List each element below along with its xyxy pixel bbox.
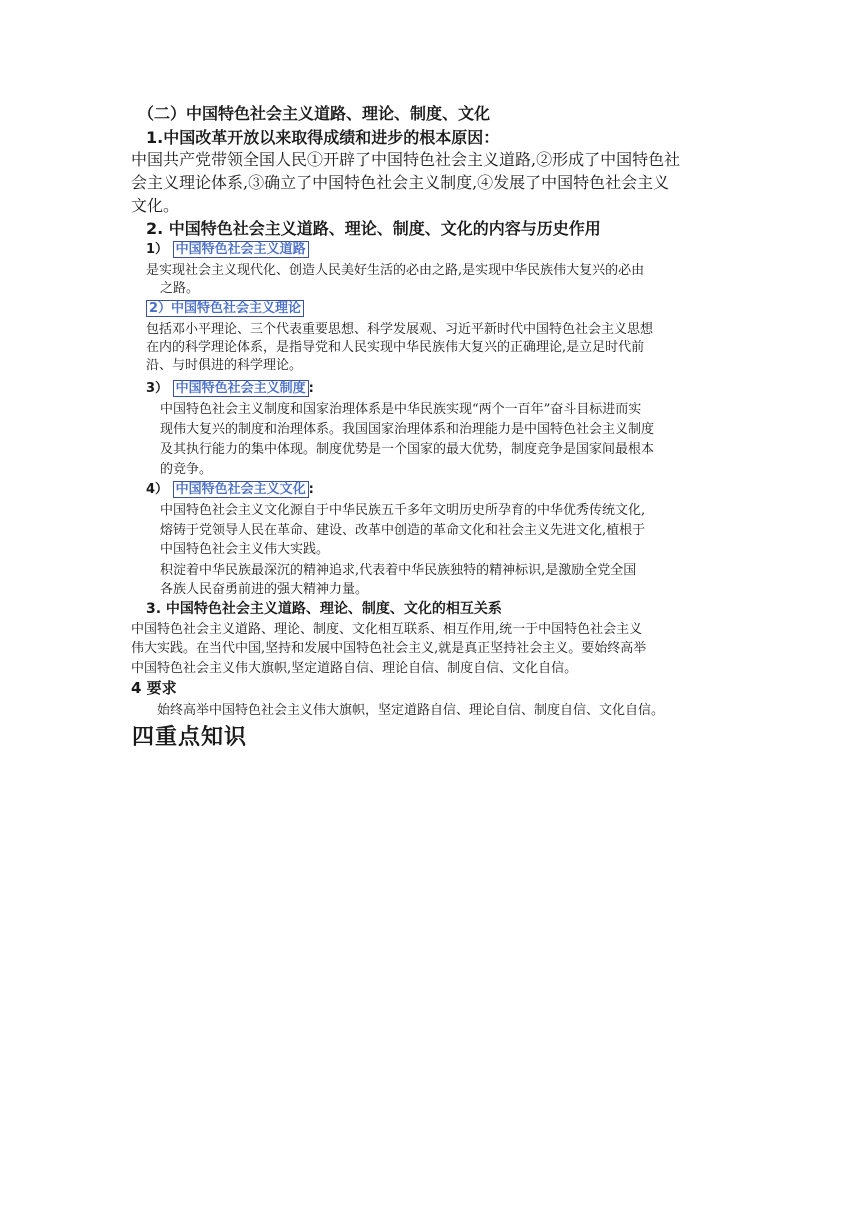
q2-item-1-header <box>146 241 309 258</box>
q3-line-1: 中国特色社会主义道路、理论、制度、文化相互联系、相互作用,统一于中国特色社会主义 <box>131 622 643 637</box>
q2-item-4-line-2: 熔铸于党领导人民在革命、建设、改革中创造的革命文化和社会主义先进文化,植根于 <box>160 523 646 538</box>
q2-item-1-line-2: 之路。 <box>160 281 200 296</box>
q2-item-2-line-2: 在内的科学理论体系，是指导党和人民实现中华民族伟大复兴的正确理论,是立足时代前 <box>146 340 645 355</box>
q1-heading: 1.中国改革开放以来取得成绩和进步的根本原因： <box>146 128 500 147</box>
q4-heading: 4 要求 <box>131 679 177 697</box>
q2-item-2-line-3: 沿、与时俱进的科学理论。 <box>146 358 303 373</box>
section-title: （二）中国特色社会主义道路、理论、制度、文化 <box>138 104 491 123</box>
q2-item-4-boxed-term: 中国特色社会主义文化 <box>173 481 309 498</box>
q2-item-4-line-4: 积淀着中华民族最深沉的精神追求,代表着中华民族独特的精神标识,是激励全党全国 <box>160 563 637 578</box>
q2-item-4-header <box>146 481 314 498</box>
q2-heading: 2. 中国特色社会主义道路、理论、制度、文化的内容与历史作用 <box>146 219 601 238</box>
q2-item-3-header <box>146 380 314 397</box>
q2-item-4-colon: : <box>308 482 314 497</box>
q2-item-3-line-2: 现伟大复兴的制度和治理体系。我国国家治理体系和治理能力是中国特色社会主义制度 <box>160 422 655 437</box>
q2-item-3-colon: : <box>308 381 314 396</box>
q2-item-1-boxed-term: 中国特色社会主义道路 <box>173 241 309 258</box>
q3-heading: 3. 中国特色社会主义道路、理论、制度、文化的相互关系 <box>146 601 502 617</box>
q2-item-2-header <box>146 300 304 317</box>
q2-item-4-line-3: 中国特色社会主义伟大实践。 <box>160 542 330 557</box>
q2-item-1-num: 1） <box>146 242 169 257</box>
q2-item-3-line-3: 及其执行能力的集中体现。制度优势是一个国家的最大优势，制度竞争是国家间最根本 <box>160 442 655 457</box>
q2-item-3-boxed-term: 中国特色社会主义制度 <box>173 380 309 397</box>
q1-line-2: 会主义理论体系,③确立了中国特色社会主义制度,④发展了中国特色社会主义 <box>131 173 670 192</box>
q3-line-2: 伟大实践。在当代中国,坚持和发展中国特色社会主义,就是真正坚持社会主义。要始终高举 <box>131 641 647 656</box>
q2-item-2-boxed-term: 2）中国特色社会主义理论 <box>146 300 304 317</box>
next-section-heading: 四重点知识 <box>132 724 248 750</box>
q2-item-4-line-5: 各族人民奋勇前进的强大精神力量。 <box>160 582 369 597</box>
q2-item-3-line-4: 的竞争。 <box>160 462 213 477</box>
q2-item-2-line-1: 包括邓小平理论、三个代表重要思想、科学发展观、习近平新时代中国特色社会主义思想 <box>146 322 654 337</box>
q2-item-4-line-1: 中国特色社会主义文化源自于中华民族五千多年文明历史所孕育的中华优秀传统文化, <box>160 503 646 518</box>
q1-line-3: 文化。 <box>131 196 180 215</box>
q2-item-1-line-1: 是实现社会主义现代化、创造人民美好生活的必由之路,是实现中华民族伟大复兴的必由 <box>146 263 645 278</box>
q2-item-4-num: 4） <box>146 482 169 497</box>
q3-line-3: 中国特色社会主义伟大旗帜,坚定道路自信、理论自信、制度自信、文化自信。 <box>131 661 578 676</box>
q2-item-3-num: 3） <box>146 381 169 396</box>
q1-line-1: 中国共产党带领全国人民①开辟了中国特色社会主义道路,②形成了中国特色社 <box>131 150 681 169</box>
q4-line: 始终高举中国特色社会主义伟大旗帜，坚定道路自信、理论自信、制度自信、文化自信。 <box>157 703 665 718</box>
q2-item-3-line-1: 中国特色社会主义制度和国家治理体系是中华民族实现“两个一百年”奋斗目标进而实 <box>160 402 642 417</box>
